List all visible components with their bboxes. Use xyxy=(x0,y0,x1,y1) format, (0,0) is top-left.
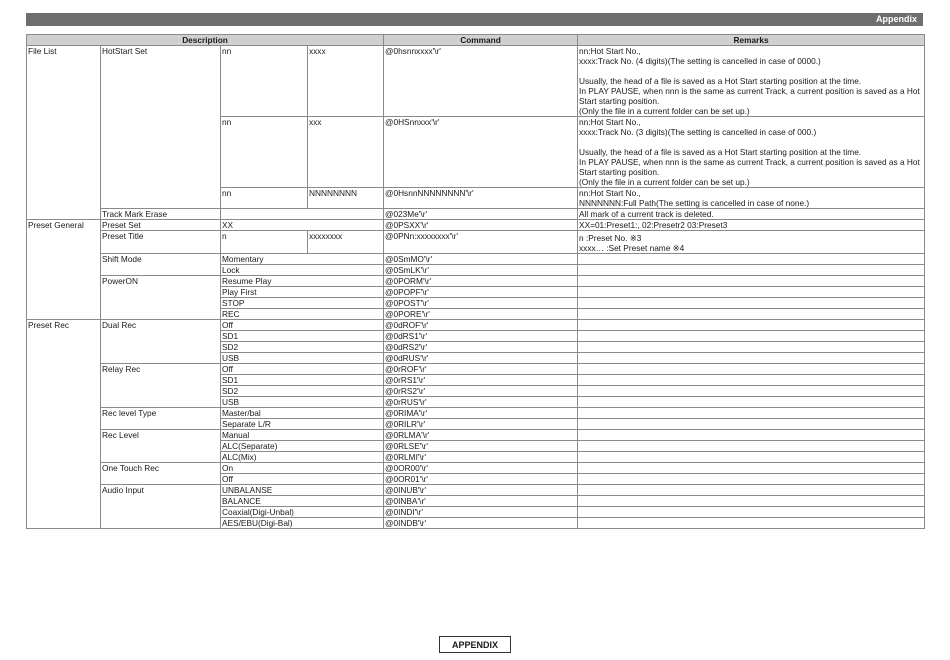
remarks-cell: All mark of a current track is deleted. xyxy=(578,209,925,220)
command-cell: @0OR01'\r' xyxy=(384,474,578,485)
param-cell: Off xyxy=(221,320,384,331)
group-cell: Preset General xyxy=(27,220,101,320)
command-cell: @0PSXX'\r' xyxy=(384,220,578,231)
footer-text: APPENDIX xyxy=(451,640,498,650)
remarks-cell xyxy=(578,419,925,430)
param-cell: REC xyxy=(221,309,384,320)
remarks-cell xyxy=(578,364,925,375)
command-table xyxy=(26,34,925,529)
subgroup-cell: Audio Input xyxy=(101,485,221,529)
param-cell: Off xyxy=(221,364,384,375)
command-cell: @0SmMO'\r' xyxy=(384,254,578,265)
subgroup-cell: HotStart Set xyxy=(101,46,221,209)
remarks-cell xyxy=(578,496,925,507)
remarks-cell: n :Preset No. ※3 xxxx… :Set Preset name ※4 xyxy=(578,231,925,254)
table-row xyxy=(27,430,925,441)
table-row xyxy=(27,46,925,117)
command-cell: @0PORM'\r' xyxy=(384,276,578,287)
command-cell: @0INUB'\r' xyxy=(384,485,578,496)
table-header-row xyxy=(27,35,925,46)
command-cell: @0INBA'\r' xyxy=(384,496,578,507)
subgroup-cell: Dual Rec xyxy=(101,320,221,364)
param-cell: XX xyxy=(221,220,384,231)
command-cell: @0POPF'\r' xyxy=(384,287,578,298)
remarks-cell: nn:Hot Start No., xxxx:Track No. (3 digits)(The setting is cancelled in case of 000.) Usually, the head of a file is saved as a Hot Start starting position at the time. In PLAY PAUSE, when nnn is the same as current Track, a current position is saved as a Hot Start starting position. (Only the file in a current folder can be set up.) xyxy=(578,117,925,188)
param-cell: BALANCE xyxy=(221,496,384,507)
param-cell: Manual xyxy=(221,430,384,441)
subgroup-cell: Preset Set xyxy=(101,220,221,231)
remarks-cell xyxy=(578,320,925,331)
param-cell: USB xyxy=(221,353,384,364)
param-cell xyxy=(221,209,384,220)
param-cell: Lock xyxy=(221,265,384,276)
param-cell: nn xyxy=(221,46,308,117)
param-cell: Master/bal xyxy=(221,408,384,419)
subgroup-cell: One Touch Rec xyxy=(101,463,221,485)
remarks-cell xyxy=(578,485,925,496)
command-cell: @0RLSE'\r' xyxy=(384,441,578,452)
param-cell: nn xyxy=(221,188,308,209)
remarks-cell xyxy=(578,452,925,463)
remarks-cell xyxy=(578,254,925,265)
subgroup-cell: Preset Title xyxy=(101,231,221,254)
param-cell: AES/EBU(Digi-Bal) xyxy=(221,518,384,529)
param2-cell: xxx xyxy=(308,117,384,188)
table-row xyxy=(27,485,925,496)
remarks-cell xyxy=(578,397,925,408)
command-cell: @0HsnnNNNNNNNN'\r' xyxy=(384,188,578,209)
command-cell: @0dRUS'\r' xyxy=(384,353,578,364)
group-cell: File List xyxy=(27,46,101,220)
command-cell: @0INDI'\r' xyxy=(384,507,578,518)
table-row xyxy=(27,254,925,265)
command-cell: @0OR00'\r' xyxy=(384,463,578,474)
remarks-cell xyxy=(578,276,925,287)
header-description: Description xyxy=(27,35,384,46)
param-cell: Resume Play xyxy=(221,276,384,287)
subgroup-cell: Rec Level xyxy=(101,430,221,463)
table-row xyxy=(27,408,925,419)
subgroup-cell: Rec level Type xyxy=(101,408,221,430)
command-cell: @0RLMA'\r' xyxy=(384,430,578,441)
section-title: Appendix xyxy=(875,14,917,24)
command-cell: @0HSnnxxx'\r' xyxy=(384,117,578,188)
command-cell: @0dROF'\r' xyxy=(384,320,578,331)
param-cell: Play First xyxy=(221,287,384,298)
remarks-cell xyxy=(578,375,925,386)
remarks-cell xyxy=(578,474,925,485)
group-cell: Preset Rec xyxy=(27,320,101,529)
command-cell: @0dRS1'\r' xyxy=(384,331,578,342)
command-cell: @0SmLK'\r' xyxy=(384,265,578,276)
param-cell: SD1 xyxy=(221,331,384,342)
remarks-cell xyxy=(578,287,925,298)
remarks-cell xyxy=(578,265,925,276)
param-cell: STOP xyxy=(221,298,384,309)
subgroup-cell: Track Mark Erase xyxy=(101,209,221,220)
command-cell: @0hsnnxxxx'\r' xyxy=(384,46,578,117)
remarks-cell: XX=01:Preset1:, 02:Presetr2 03:Preset3 xyxy=(578,220,925,231)
param-cell: SD2 xyxy=(221,386,384,397)
remarks-cell xyxy=(578,507,925,518)
remarks-cell: nn:Hot Start No., xxxx:Track No. (4 digits)(The setting is cancelled in case of 0000.) Usually, the head of a file is saved as a Hot Start starting position at the time. In PLAY PAUSE, when nnn is the same as current Track, a current position is saved as a Hot Start starting position. (Only the file in a current folder can be set up.) xyxy=(578,46,925,117)
command-cell: @0RIMA'\r' xyxy=(384,408,578,419)
appendix-header-bar xyxy=(26,13,923,26)
table-row xyxy=(27,220,925,231)
command-cell: @0RILR'\r' xyxy=(384,419,578,430)
subgroup-cell: Shift Mode xyxy=(101,254,221,276)
command-cell: @0rROF'\r' xyxy=(384,364,578,375)
table-row xyxy=(27,209,925,220)
param-cell: SD1 xyxy=(221,375,384,386)
param-cell: On xyxy=(221,463,384,474)
table-row xyxy=(27,231,925,254)
command-cell: @0POST'\r' xyxy=(384,298,578,309)
param-cell: n xyxy=(221,231,308,254)
command-cell: @0rRUS'\r' xyxy=(384,397,578,408)
param-cell: USB xyxy=(221,397,384,408)
remarks-cell xyxy=(578,353,925,364)
remarks-cell xyxy=(578,298,925,309)
remarks-cell xyxy=(578,518,925,529)
table-row xyxy=(27,463,925,474)
command-cell: @0rRS1'\r' xyxy=(384,375,578,386)
command-cell: @0dRS2'\r' xyxy=(384,342,578,353)
remarks-cell xyxy=(578,309,925,320)
appendix-footer-label xyxy=(439,636,511,653)
command-cell: @023Me'\r' xyxy=(384,209,578,220)
param-cell: Separate L/R xyxy=(221,419,384,430)
header-command: Command xyxy=(384,35,578,46)
remarks-cell xyxy=(578,386,925,397)
table-row xyxy=(27,320,925,331)
param-cell: UNBALANSE xyxy=(221,485,384,496)
param-cell: Off xyxy=(221,474,384,485)
param-cell: Coaxial(Digi-Unbal) xyxy=(221,507,384,518)
remarks-cell xyxy=(578,331,925,342)
param-cell: nn xyxy=(221,117,308,188)
param2-cell: NNNNNNNN xyxy=(308,188,384,209)
remarks-cell: nn:Hot Start No., NNNNNNN:Full Path(The setting is cancelled in case of none.) xyxy=(578,188,925,209)
command-cell: @0RLMI'\r' xyxy=(384,452,578,463)
header-remarks: Remarks xyxy=(578,35,925,46)
table-row xyxy=(27,364,925,375)
remarks-cell xyxy=(578,430,925,441)
subgroup-cell: PowerON xyxy=(101,276,221,320)
remarks-cell xyxy=(578,342,925,353)
param-cell: SD2 xyxy=(221,342,384,353)
subgroup-cell: Relay Rec xyxy=(101,364,221,408)
command-cell: @0PNn:xxxxxxxx'\r' xyxy=(384,231,578,254)
param-cell: ALC(Mix) xyxy=(221,452,384,463)
param2-cell: xxxxxxxx xyxy=(308,231,384,254)
command-cell: @0INDB'\r' xyxy=(384,518,578,529)
command-cell: @0rRS2'\r' xyxy=(384,386,578,397)
remarks-cell xyxy=(578,463,925,474)
param2-cell: xxxx xyxy=(308,46,384,117)
remarks-cell xyxy=(578,408,925,419)
param-cell: ALC(Separate) xyxy=(221,441,384,452)
remarks-cell xyxy=(578,441,925,452)
command-cell: @0PORE'\r' xyxy=(384,309,578,320)
table-row xyxy=(27,276,925,287)
param-cell: Momentary xyxy=(221,254,384,265)
